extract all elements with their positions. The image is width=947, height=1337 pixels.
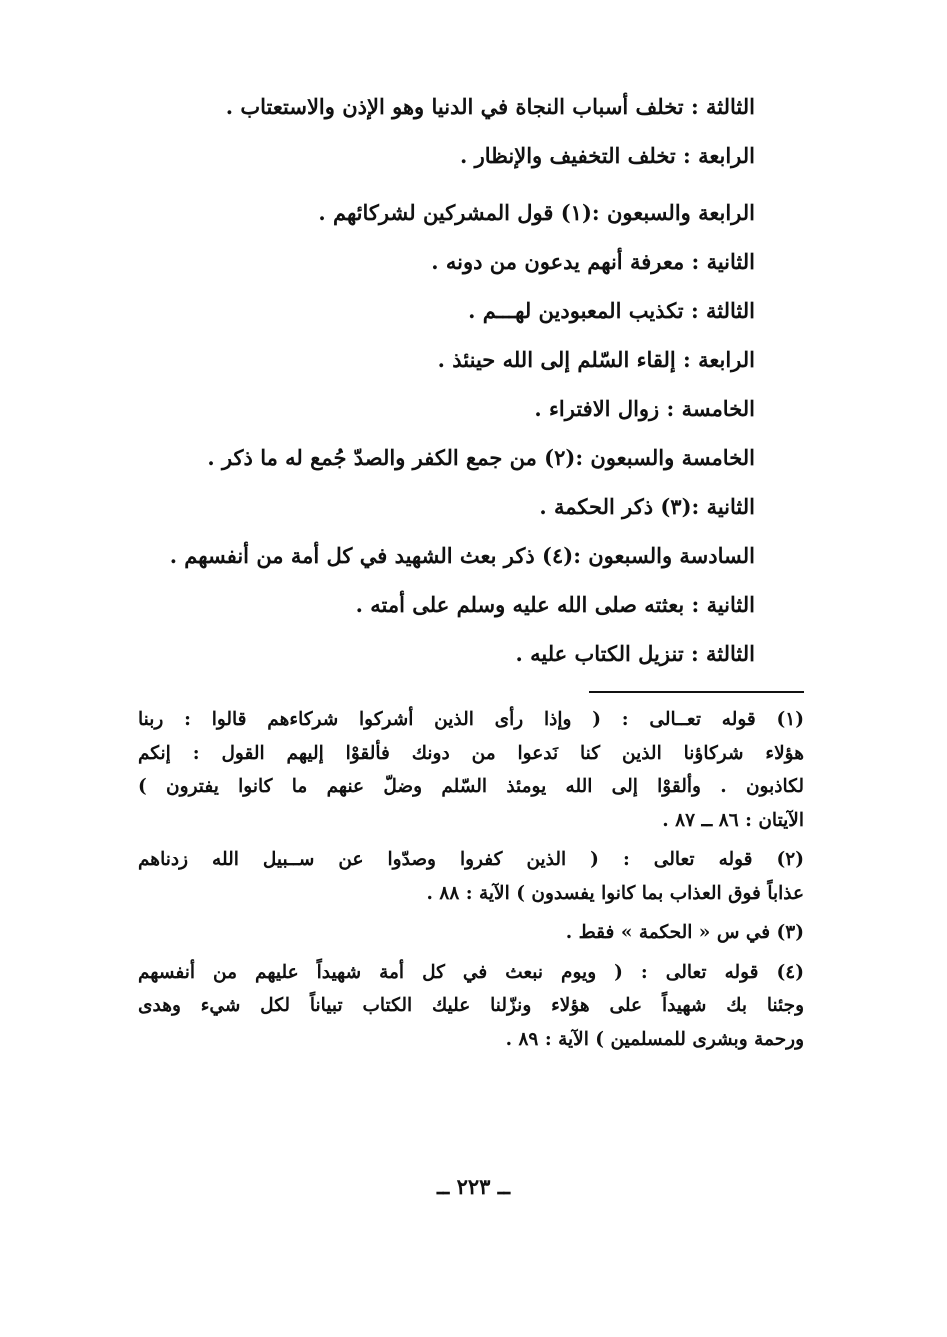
text-line: الرابعة : إلقاء السّلم إلى الله حينئذ .: [437, 347, 755, 372]
text-line: الرابعة : تخلف التخفيف والإنظار .: [460, 143, 755, 168]
footnote-3: [138, 916, 804, 950]
text-line: الرابعة والسبعون :(١) قول المشركين لشركائهم .: [318, 200, 755, 225]
footnote-line: (١) قوله تعــالى : ( وإذا رأى الذين أشركوا شركاءهم قالوا : ربنا: [138, 709, 804, 730]
footnote-2: [138, 843, 804, 910]
footnote-4: [138, 956, 804, 1057]
footnote-line: ورحمة وبشرى للمسلمين ) الآية : ٨٩ .: [505, 1028, 804, 1050]
footnote-line: هؤلاء شركاؤنا الذين كنا نَدعوا من دونك فألقوْا إليهم القول : إنكم: [138, 742, 804, 764]
text-line: الثانية : بعثته صلى الله عليه وسلم على أمته .: [355, 592, 755, 617]
page-number: ــ ٢٢٣ ــ: [436, 1174, 511, 1199]
footnotes: [138, 703, 804, 1062]
footnote-line: (٢) قوله تعالى : ( الذين كفروا وصدّوا عن ســبيل الله زدناهم: [138, 849, 804, 870]
footnote-line: (٣) في س « الحكمة » فقط .: [565, 922, 804, 943]
footnote-separator: [589, 691, 804, 693]
text-line: الثالثة : تخلف أسباب النجاة في الدنيا وهو الإذن والاستعتاب .: [225, 94, 755, 119]
main-text: [169, 82, 755, 678]
text-line: الخامسة : زوال الافتراء .: [534, 396, 755, 421]
text-line: السادسة والسبعون :(٤) ذكر بعث الشهيد في كل أمة من أنفسهم .: [169, 543, 755, 568]
text-line: الثانية : معرفة أنهم يدعون من دونه .: [431, 249, 755, 274]
footnote-line: الآيتان : ٨٦ ــ ٨٧ .: [662, 809, 804, 831]
text-line: الخامسة والسبعون :(٢) من جمع الكفر والصدّ جُمع له ما ذكر .: [207, 445, 755, 470]
text-line: الثالثة : تنزيل الكتاب عليه .: [515, 641, 755, 666]
footnote-1: [138, 703, 804, 837]
text-line: الثالثة : تكذيب المعبودين لهـــم .: [468, 298, 755, 323]
footnote-line: عذاباً فوق العذاب بما كانوا يفسدون ) الآية : ٨٨ .: [426, 882, 804, 904]
footnote-line: (٤) قوله تعالى : ( ويوم نبعث في كل أمة شهيداً عليهم من أنفسهم: [138, 961, 804, 983]
footnote-line: لكاذبون . وألقوْا إلى الله يومئذ السّلم وضلّ عنهم ما كانوا يفترون ): [138, 776, 804, 797]
footnote-line: وجئنا بك شهيداً على هؤلاء ونزّلنا عليك الكتاب تبياناً لكل شيء وهدى: [138, 995, 804, 1016]
text-line: الثانية :(٣) ذكر الحكمة .: [539, 494, 755, 519]
